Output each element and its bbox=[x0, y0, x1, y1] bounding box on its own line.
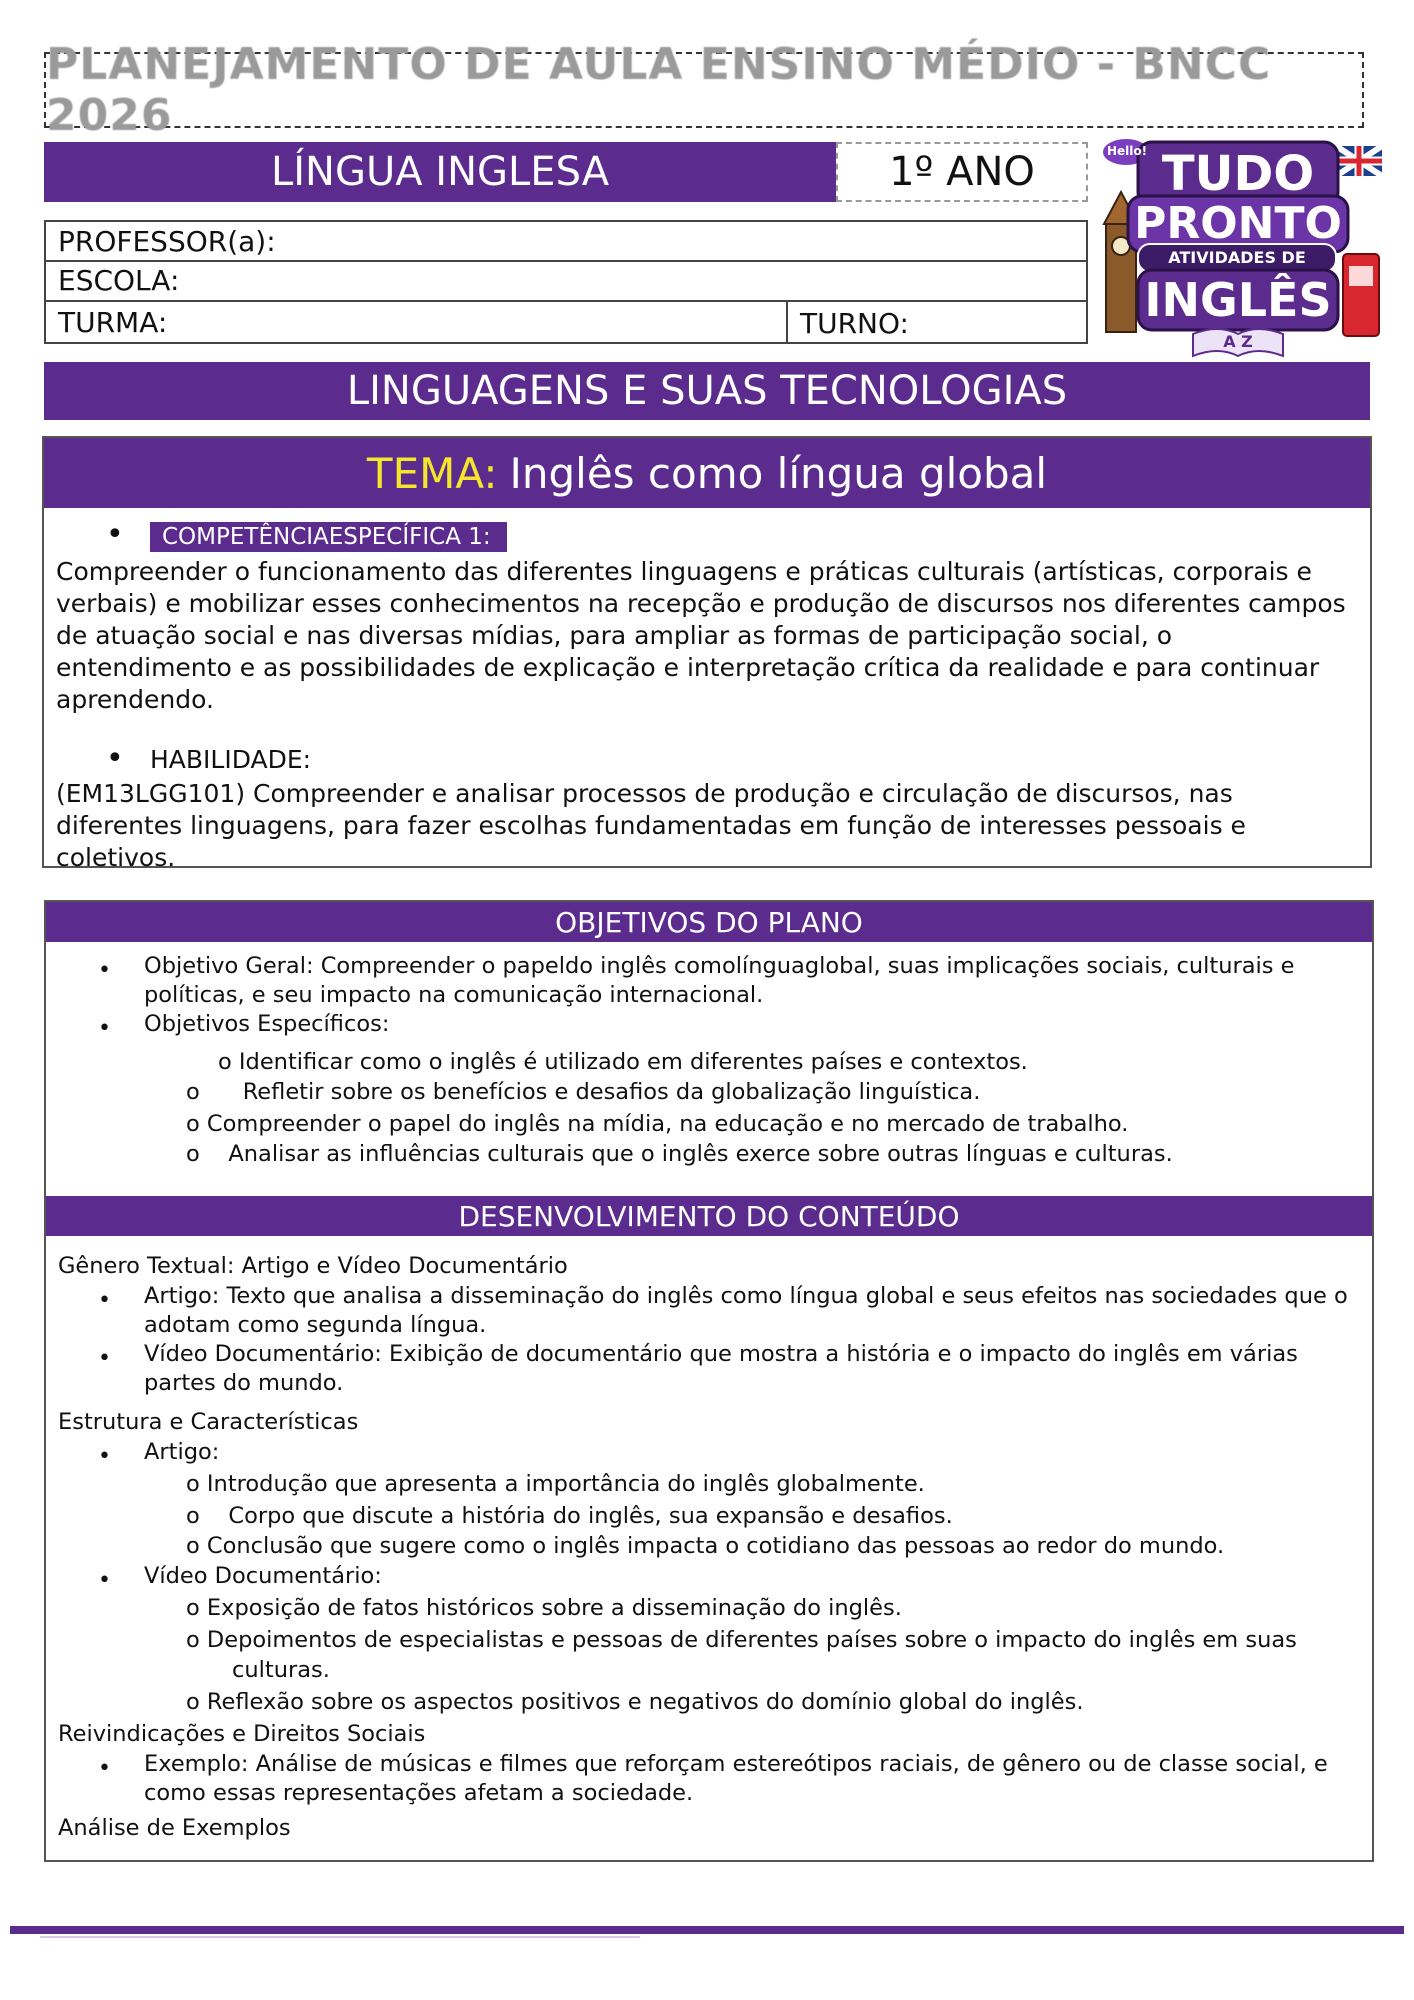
objetivos-bar bbox=[46, 902, 1372, 942]
analise-heading: Análise de Exemplos bbox=[58, 1815, 291, 1841]
professor-field[interactable] bbox=[44, 220, 1088, 262]
tema-text: Inglês como língua global bbox=[509, 448, 1048, 498]
logo-book-letters: A Z bbox=[1223, 332, 1253, 351]
artigo-structure-item: o Introdução que apresenta a importância do inglês globalmente. bbox=[186, 1471, 925, 1497]
page-header-box bbox=[44, 39, 1364, 141]
logo-ribbon: ATIVIDADES DE bbox=[1168, 248, 1306, 267]
video-structure-item: o Depoimentos de especialistas e pessoas de diferentes países sobre o impacto do inglês em suas bbox=[186, 1627, 1297, 1653]
objetivos-title: OBJETIVOS DO PLANO bbox=[555, 905, 863, 939]
tudo-pronto-logo bbox=[1098, 134, 1388, 364]
exemplo-bullet: • bbox=[98, 1756, 111, 1781]
area-label: LINGUAGENS E SUAS TECNOLOGIAS bbox=[346, 368, 1068, 414]
artigo-desc-line1: Artigo: Texto que analisa a disseminação do inglês como língua global e seus efeitos nas sociedades que o bbox=[144, 1283, 1348, 1309]
tema-section bbox=[42, 436, 1372, 872]
reivindicacoes-heading: Reivindicações e Direitos Sociais bbox=[58, 1721, 426, 1747]
logo-pronto: PRONTO bbox=[1134, 198, 1342, 249]
objetivo-especifico-item: o Analisar as influências culturais que o inglês exerce sobre outras línguas e culturas. bbox=[186, 1141, 1173, 1167]
objetivo-geral-line1: Objetivo Geral: Compreender o papeldo inglês comolínguaglobal, suas implicações sociais, culturais e bbox=[144, 953, 1295, 979]
video-structure-bullet: • bbox=[98, 1568, 111, 1593]
artigo-desc-line2: adotam como segunda língua. bbox=[144, 1312, 487, 1338]
video-desc-line1: Vídeo Documentário: Exibição de documentário que mostra a história e o impacto do inglês em várias bbox=[144, 1341, 1298, 1367]
artigo-structure-label: Artigo: bbox=[144, 1439, 220, 1465]
video-structure-item: o Reflexão sobre os aspectos positivos e negativos do domínio global do inglês. bbox=[186, 1689, 1084, 1715]
objetivos-especificos-label: Objetivos Específicos: bbox=[144, 1011, 390, 1037]
objetivos-especificos-bullet: • bbox=[98, 1016, 111, 1041]
exemplo-line1: Exemplo: Análise de músicas e filmes que reforçam estereótipos raciais, de gênero ou de classe social, e bbox=[144, 1751, 1328, 1777]
escola-field[interactable] bbox=[44, 260, 1088, 302]
competencia-label: COMPETÊNCIAESPECÍFICA 1: bbox=[150, 522, 507, 552]
desenvolvimento-title: DESENVOLVIMENTO DO CONTEÚDO bbox=[458, 1199, 960, 1233]
artigo-structure-item: o Corpo que discute a história do inglês, sua expansão e desafios. bbox=[186, 1503, 953, 1529]
objetivo-geral-bullet: • bbox=[98, 958, 111, 983]
video-structure-item: o Exposição de fatos históricos sobre a disseminação do inglês. bbox=[186, 1595, 902, 1621]
video-structure-item-cont: culturas. bbox=[232, 1657, 330, 1683]
turno-field[interactable] bbox=[786, 302, 1088, 344]
objetivo-especifico-item: o Refletir sobre os benefícios e desafios da globalização linguística. bbox=[186, 1079, 981, 1105]
subject-label: LÍNGUA INGLESA bbox=[270, 149, 610, 195]
subject-bar bbox=[44, 142, 836, 202]
professor-label: PROFESSOR(a): bbox=[58, 224, 276, 258]
video-structure-label: Vídeo Documentário: bbox=[144, 1563, 382, 1589]
footer-divider-light bbox=[40, 1936, 640, 1938]
video-bullet: • bbox=[98, 1346, 111, 1371]
artigo-bullet: • bbox=[98, 1288, 111, 1313]
habilidade-text: (EM13LGG101) Compreender e analisar processos de produção e circulação de discursos, nas diferentes linguagens, para fazer escolhas fundamentadas em função de interesses pessoais e coletivos. bbox=[56, 779, 1246, 872]
logo-hello: Hello! bbox=[1106, 144, 1148, 158]
footer-divider bbox=[10, 1926, 1404, 1934]
turma-label: TURMA: bbox=[58, 305, 168, 339]
escola-label: ESCOLA: bbox=[58, 263, 180, 297]
video-desc-line2: partes do mundo. bbox=[144, 1370, 344, 1396]
objetivo-especifico-item: o Compreender o papel do inglês na mídia, na educação e no mercado de trabalho. bbox=[186, 1111, 1129, 1137]
artigo-structure-item: o Conclusão que sugere como o inglês impacta o cotidiano das pessoas ao redor do mundo. bbox=[186, 1533, 1225, 1559]
estrutura-heading: Estrutura e Características bbox=[58, 1409, 359, 1435]
tema-label: TEMA: bbox=[366, 448, 498, 498]
desenvolvimento-bar bbox=[46, 1196, 1372, 1236]
area-bar bbox=[44, 362, 1370, 420]
artigo-structure-bullet: • bbox=[98, 1444, 111, 1469]
objetivo-especifico-item: o Identificar como o inglês é utilizado em diferentes países e contextos. bbox=[218, 1049, 1028, 1075]
page-title: PLANEJAMENTO DE AULA ENSINO MÉDIO - BNCC 2026 bbox=[46, 39, 1272, 141]
plan-section bbox=[44, 900, 1374, 1862]
exemplo-line2: como essas representações afetam a sociedade. bbox=[144, 1780, 694, 1806]
competencia-bullet: • bbox=[106, 517, 124, 552]
logo-ingles: INGLÊS bbox=[1144, 273, 1332, 327]
objetivo-geral-line2: políticas, e seu impacto na comunicação internacional. bbox=[144, 982, 764, 1008]
turno-label: TURNO: bbox=[800, 306, 909, 340]
habilidade-bullet: • bbox=[106, 741, 124, 776]
genero-textual: Gênero Textual: Artigo e Vídeo Documentário bbox=[58, 1253, 568, 1279]
tema-bar bbox=[44, 438, 1370, 508]
competencia-label-box bbox=[150, 522, 507, 552]
logo-tudo: TUDO bbox=[1161, 146, 1315, 202]
grade-box bbox=[836, 142, 1088, 202]
competencia-text: Compreender o funcionamento das diferentes linguagens e práticas culturais (artísticas, corporais e verbais) e mobilizar esses conhecimentos na recepção e produção de discursos nos diferentes campos de atuação social e nas diversas mídias, para ampliar as formas de participação social, o entendimento e as possibilidades de explicação e interpretação crítica da realidade e para continuar aprendendo. bbox=[56, 557, 1346, 714]
grade-label: 1º ANO bbox=[889, 149, 1035, 195]
habilidade-label: HABILIDADE: bbox=[150, 745, 312, 774]
